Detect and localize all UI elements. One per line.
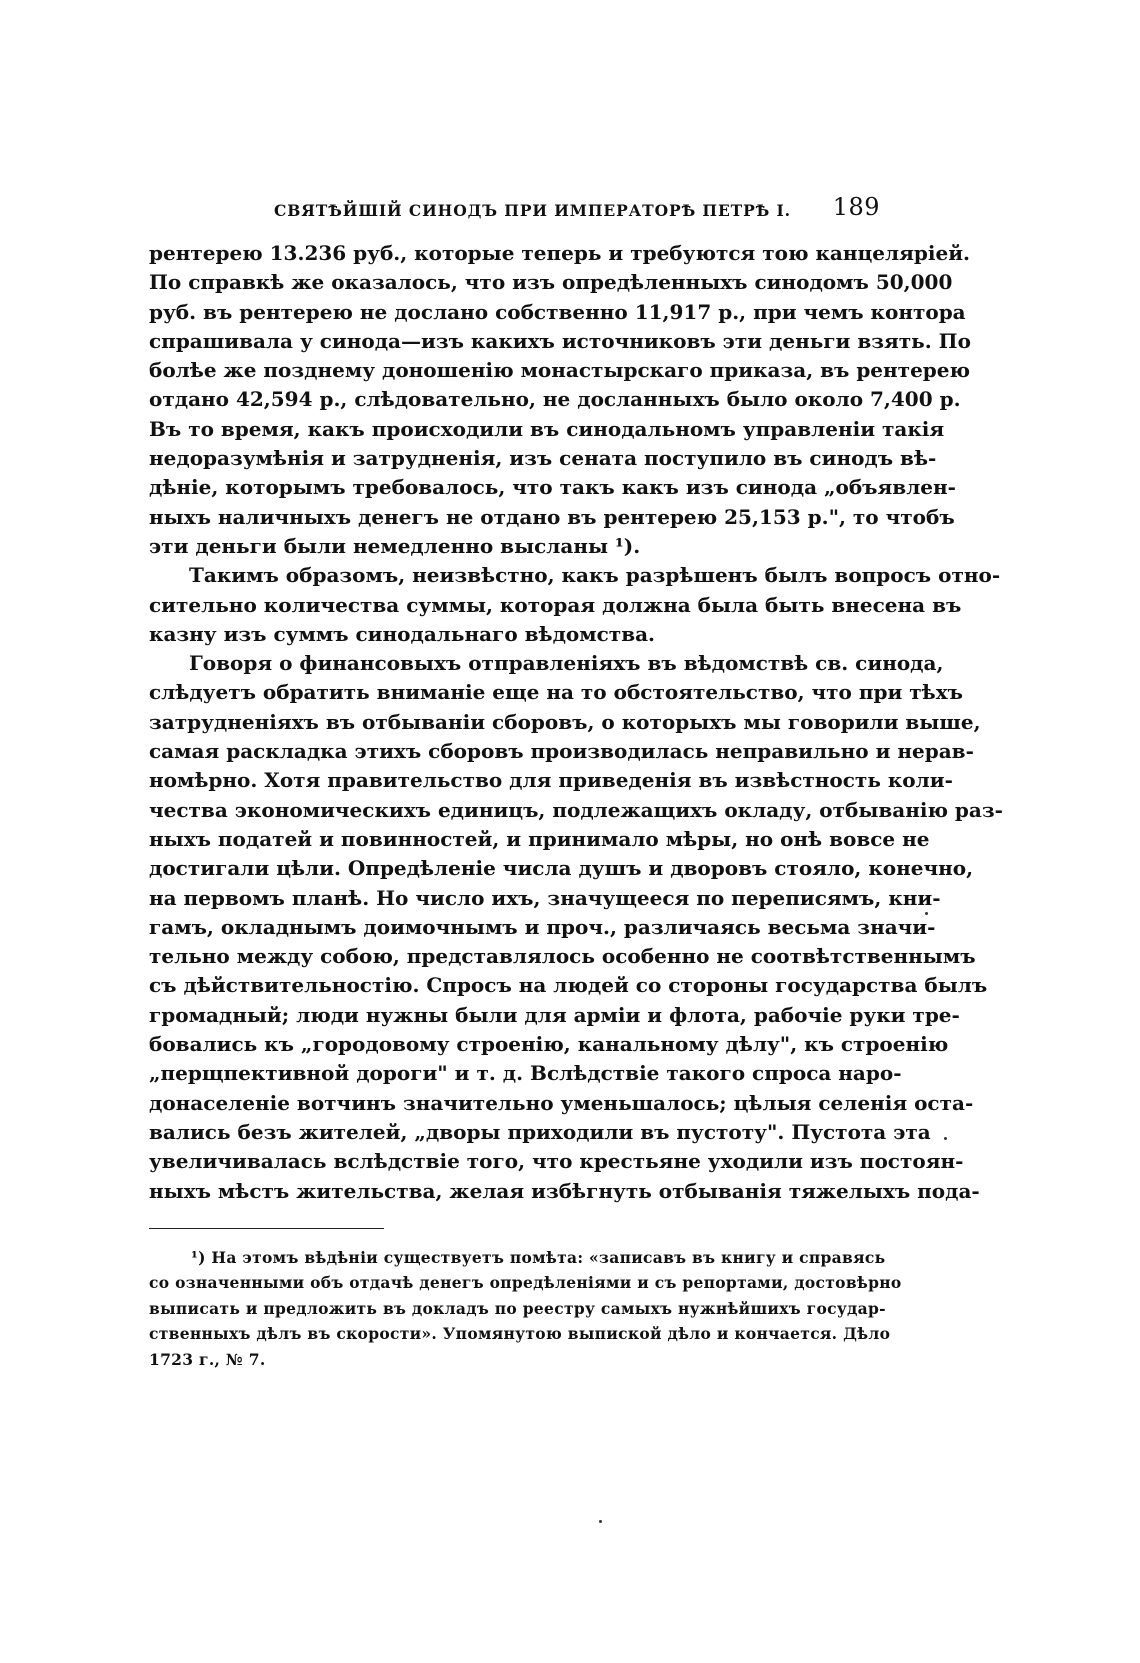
text-line: вались безъ жителей, „дворы приходили въ пустоту". Пустота эта <box>149 1119 931 1144</box>
text-line: спрашивала у синода—изъ какихъ источниковъ эти деньги взять. По <box>149 328 971 353</box>
text-line: ныхъ мѣстъ жительства, желая избѣгнуть отбыванія тяжелыхъ пода- <box>149 1178 980 1203</box>
text-line: ныхъ наличныхъ денегъ не отдано въ рентерею 25,153 р.", то чтобъ <box>149 504 955 529</box>
text-line: дѣніе, которымъ требовалось, что такъ какъ изъ синода „объявлен- <box>149 475 956 500</box>
text-line: бовались къ „городовому строенію, канальному дѣлу", къ строенію <box>149 1032 949 1057</box>
text-line: ныхъ податей и повинностей, и принимало мѣры, но онѣ вовсе не <box>149 826 930 851</box>
text-line: казну изъ суммъ синодальнаго вѣдомства. <box>149 621 656 646</box>
paragraph <box>149 649 1003 1206</box>
text-line: на первомъ планѣ. Но число ихъ, значущееся по переписямъ, кни- <box>149 885 941 910</box>
running-head <box>149 189 880 229</box>
footnote-line: 1723 г., № 7. <box>149 1349 266 1369</box>
text-line: Такимъ образомъ, неизвѣстно, какъ разрѣшенъ былъ вопросъ отно- <box>189 563 1001 588</box>
text-line: „перщпективной дороги" и т. д. Вслѣдствіе такого спроса наро- <box>149 1061 902 1086</box>
text-line: затрудненіяхъ въ отбываніи сборовъ, о которыхъ мы говорили выше, <box>149 709 981 734</box>
page-number: 189 <box>832 193 880 221</box>
body-text <box>149 239 1003 1206</box>
text-line: сительно количества суммы, которая должна была быть внесена въ <box>149 592 962 617</box>
paragraph <box>149 561 1001 649</box>
text-line: отдано 42,594 р., слѣдовательно, не досланныхъ было около 7,400 р. <box>149 387 961 412</box>
text-line: эти деньги были немедленно высланы ¹). <box>149 533 641 558</box>
text-line: слѣдуетъ обратить вниманіе еще на то обстоятельство, что при тѣхъ <box>149 680 963 705</box>
footnote-rule <box>149 1228 384 1229</box>
text-line: тельно между собою, представлялось особенно не соотвѣтственнымъ <box>149 944 976 969</box>
text-line: болѣе же позднему доношенію монастырскаго приказа, въ рентерею <box>149 358 971 383</box>
text-line: рентерею 13.236 руб., которые теперь и требуются тою канцеляріей. <box>149 241 970 265</box>
text-line: номѣрно. Хотя правительство для приведенія въ извѣстность коли- <box>149 768 953 793</box>
text-line: донаселеніе вотчинъ значительно уменьшалось; цѣлыя селенія оста- <box>149 1090 974 1115</box>
paragraph <box>149 239 971 561</box>
text-line: руб. въ рентерею не дослано собственно 11,917 р., при чемъ контора <box>149 299 966 324</box>
text-line: громадный; люди нужны были для арміи и флота, рабочіе руки тре- <box>149 1002 960 1027</box>
text-line: недоразумѣнія и затрудненія, изъ сената поступило въ синодъ вѣ- <box>149 446 937 471</box>
margin-speck <box>925 912 928 915</box>
footnote <box>149 1245 902 1373</box>
book-page <box>149 189 1003 1372</box>
text-line: Въ то время, какъ происходили въ синодальномъ управленіи такія <box>149 416 945 441</box>
text-line: По справкѣ же оказалось, что изъ опредѣленныхъ синодомъ 50,000 <box>149 270 953 295</box>
text-line: чества экономическихъ единицъ, подлежащихъ окладу, отбыванію раз- <box>149 797 1003 822</box>
text-line: самая раскладка этихъ сборовъ производилась неправильно и нерав- <box>149 739 974 764</box>
footnote-line: выписать и предложить въ докладъ по реестру самыхъ нужнѣйшихъ государ- <box>149 1298 886 1318</box>
footnote-line: ственныхъ дѣлъ въ скорости». Упомянутою выпиской дѣло и кончается. Дѣло <box>149 1324 891 1344</box>
text-line: съ дѣйствительностію. Спросъ на людей со стороны государства былъ <box>149 973 988 998</box>
text-line: Говоря о финансовыхъ отправленіяхъ въ вѣдомствѣ св. синода, <box>189 651 944 676</box>
margin-speck <box>599 1520 602 1523</box>
text-line: достигали цѣли. Опредѣленіе числа душъ и дворовъ стояло, конечно, <box>149 856 974 881</box>
footnote-line: со означенными объ отдачѣ денегъ опредѣленіями и съ репортами, достовѣрно <box>149 1273 902 1293</box>
footnote-line: ¹) На этомъ вѣдѣніи существуетъ помѣта: «записавъ въ книгу и справясь <box>191 1247 886 1267</box>
text-line: увеличивалась вслѣдствіе того, что крестьяне уходили изъ постоян- <box>149 1149 964 1174</box>
running-title: СВЯТѢЙШІЙ СИНОДЪ ПРИ ИМПЕРАТОРѢ ПЕТРѢ I. <box>274 201 791 220</box>
text-line: гамъ, окладнымъ доимочнымъ и проч., различаясь весьма значи- <box>149 914 936 939</box>
margin-speck <box>944 1137 947 1140</box>
